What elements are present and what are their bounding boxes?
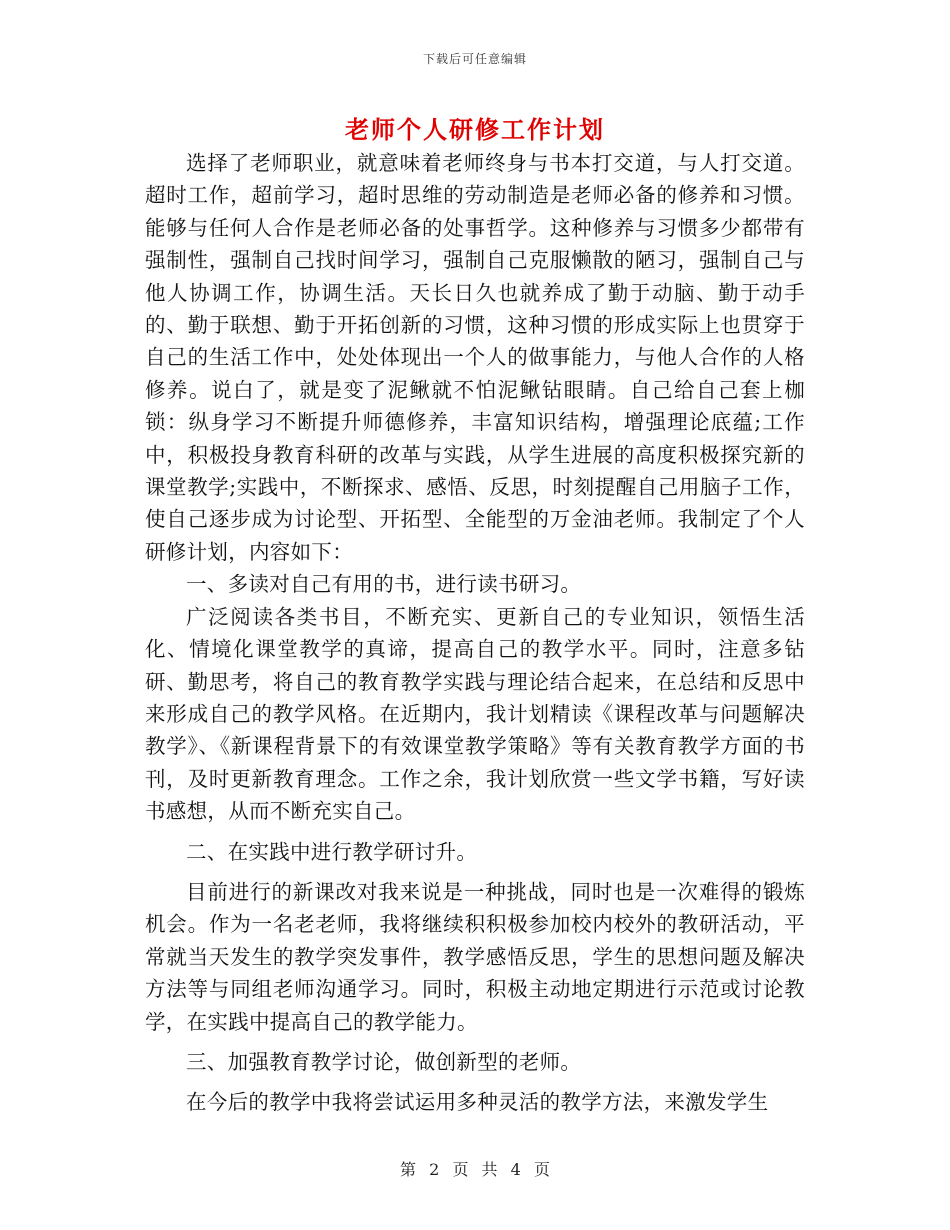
section-1-paragraph: 广泛阅读各类书目，不断充实、更新自己的专业知识，领悟生活化、情境化课堂教学的真谛，提高自己的教学水平。同时，注意多钻研、勤思考，将自己的教育教学实践与理论结合起来，在总结和反思中来形成自己的教学风格。在近期内，我计划精读《课程改革与问题解决教学》、《新课程背景下的有效课堂教学策略》等有关教育教学方面的书刊，及时更新教育理念。工作之余，我计划欣赏一些文学书籍，写好读书感想，从而不断充实自己。 [145,604,805,824]
section-2-paragraph: 目前进行的新课改对我来说是一种挑战，同时也是一次难得的锻炼机会。作为一名老老师，我将继续积积极参加校内校外的教研活动，平常就当天发生的教学突发事件，教学感悟反思，学生的思想问题及解决方法等与同组老师沟通学习。同时，积极主动地定期进行示范或讨论教学，在实践中提高自己的教学能力。 [145,879,805,1034]
total-unit: 页 [533,1160,550,1179]
footer-prefix: 第 [400,1160,417,1179]
section-heading-1: 一、多读对自己有用的书，进行读书研习。 [186,572,582,597]
page-unit: 页 [452,1160,469,1179]
page-footer [0,1157,950,1180]
document-title: 老师个人研修工作计划 [345,116,605,144]
page-number: 2 [429,1160,440,1179]
section-heading-3: 三、加强教育教学讨论，做创新型的老师。 [186,1049,582,1074]
section-heading-2: 二、在实践中进行教学研讨升。 [186,839,478,864]
page-header: 下载后可任意编辑 [422,52,527,66]
document-body [145,147,805,1119]
section-3-paragraph: 在今后的教学中我将尝试运用多种灵活的教学方法，来激发学生 [186,1090,769,1115]
intro-paragraph: 选择了老师职业，就意味着老师终身与书本打交道，与人打交道。超时工作，超前学习，超时思维的劳动制造是老师必备的修养和习惯。能够与任何人合作是老师必备的处事哲学。这种修养与习惯多少都带有强制性，强制自己找时间学习，强制自己克服懒散的陋习，强制自己与他人协调工作，协调生活。天长日久也就养成了勤于动脑、勤于动手的、勤于联想、勤于开拓创新的习惯，这种习惯的形成实际上也贯穿于自己的生活工作中，处处体现出一个人的做事能力，与他人合作的人格修养。说白了，就是变了泥鳅就不怕泥鳅钻眼睛。自己给自己套上枷锁：纵身学习不断提升师德修养，丰富知识结构，增强理论底蕴;工作中，积极投身教育科研的改革与实践，从学生进展的高度积极探究新的课堂教学;实践中，不断探求、感悟、反思，时刻提醒自己用脑子工作，使自己逐步成为讨论型、开拓型、全能型的万金油老师。我制定了个人研修计划，内容如下： [145,151,805,564]
total-prefix: 共 [481,1160,498,1179]
total-pages: 4 [510,1160,521,1179]
